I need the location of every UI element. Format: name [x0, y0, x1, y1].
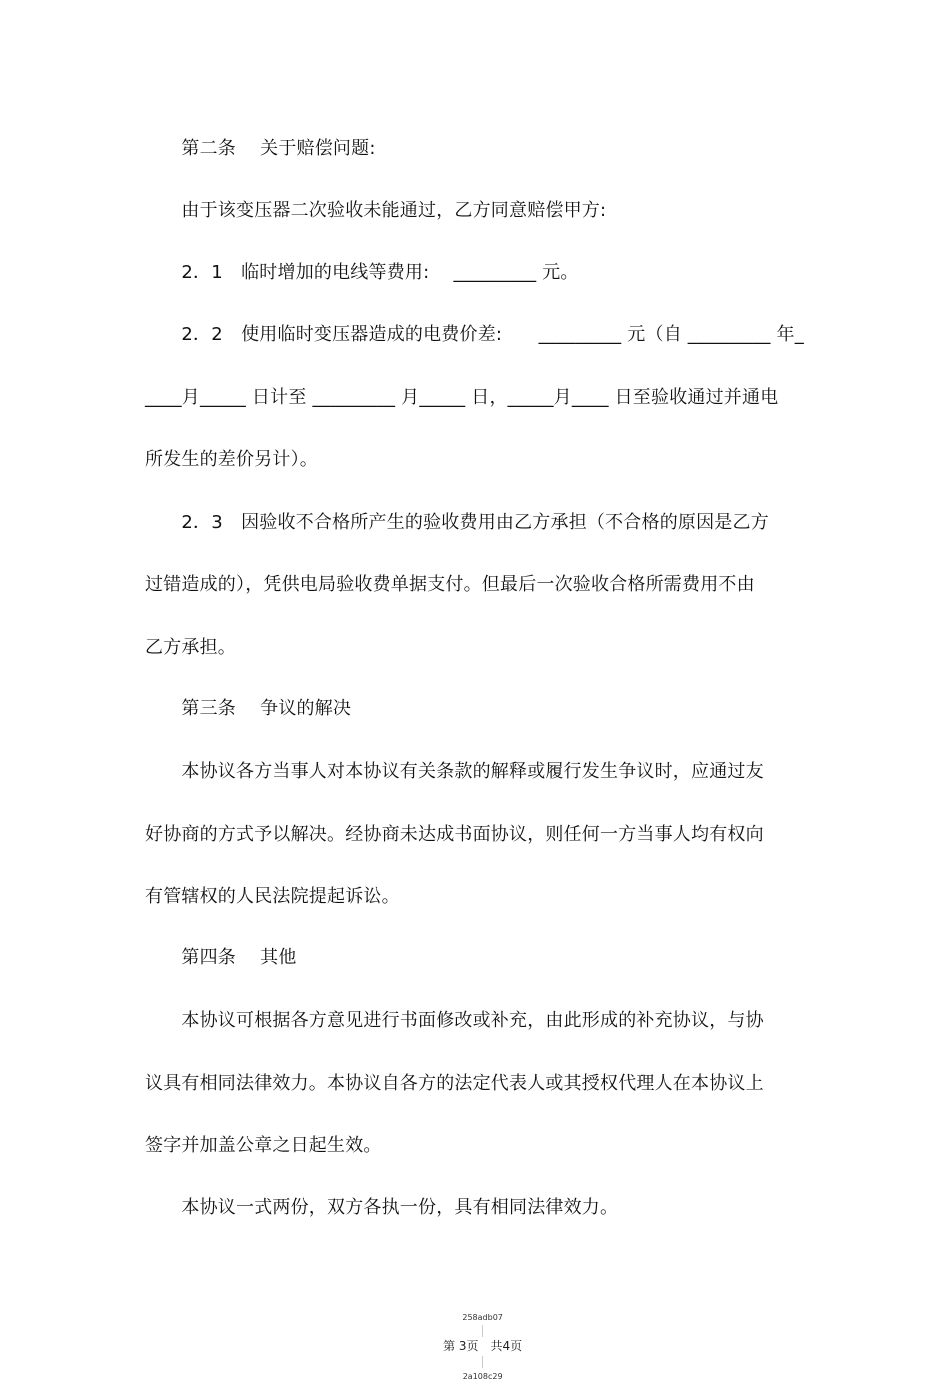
footer-left-code: 258adb07 [462, 1313, 503, 1322]
footer-divider [482, 1356, 483, 1368]
heading-article-4: 第四条 其他 [145, 947, 297, 968]
paragraph-line: 本协议可根据各方意见进行书面修改或补充，由此形成的补充协议，与协 [145, 1010, 764, 1031]
paragraph-line: ____月_____ 日计至 _________ 月_____ 日，_____月____ 日至验收通过并通电 [145, 387, 779, 408]
paragraph-line: 乙方承担。 [145, 637, 236, 658]
clause-2-2: 2．2 使用临时变压器造成的电费价差: _________ 元（自 _________ 年_ [145, 324, 804, 345]
paragraph-line: 过错造成的），凭供电局验收费单据支付。但最后一次验收合格所需费用不由 [145, 574, 755, 595]
paragraph-line: 好协商的方式予以解决。经协商未达成书面协议，则任何一方当事人均有权向 [145, 824, 764, 845]
page-number: 第 3页 共4页 [443, 1339, 523, 1353]
heading-article-2: 第二条 关于赔偿问题: [145, 138, 376, 159]
paragraph-line: 议具有相同法律效力。本协议自各方的法定代表人或其授权代理人在本协议上 [145, 1073, 764, 1094]
paragraph-line: 所发生的差价另计）。 [145, 449, 318, 470]
clause-2-3: 2．3 因验收不合格所产生的验收费用由乙方承担（不合格的原因是乙方 [145, 512, 769, 533]
heading-article-3: 第三条 争议的解决 [145, 698, 352, 719]
page-footer [0, 1295, 950, 1396]
paragraph-line: 签字并加盖公章之日起生效。 [145, 1135, 382, 1156]
paragraph-line: 有管辖权的人民法院提起诉讼。 [145, 886, 400, 907]
footer-divider [482, 1325, 483, 1337]
paragraph-line: 由于该变压器二次验收未能通过，乙方同意赔偿甲方: [145, 200, 607, 221]
clause-2-1: 2．1 临时增加的电线等费用: _________ 元。 [145, 262, 579, 283]
paragraph-line: 本协议各方当事人对本协议有关条款的解释或履行发生争议时，应通过友 [145, 761, 764, 782]
paragraph-line: 本协议一式两份，双方各执一份，具有相同法律效力。 [145, 1197, 619, 1218]
footer-right-code: 2a108c29 [462, 1372, 503, 1381]
